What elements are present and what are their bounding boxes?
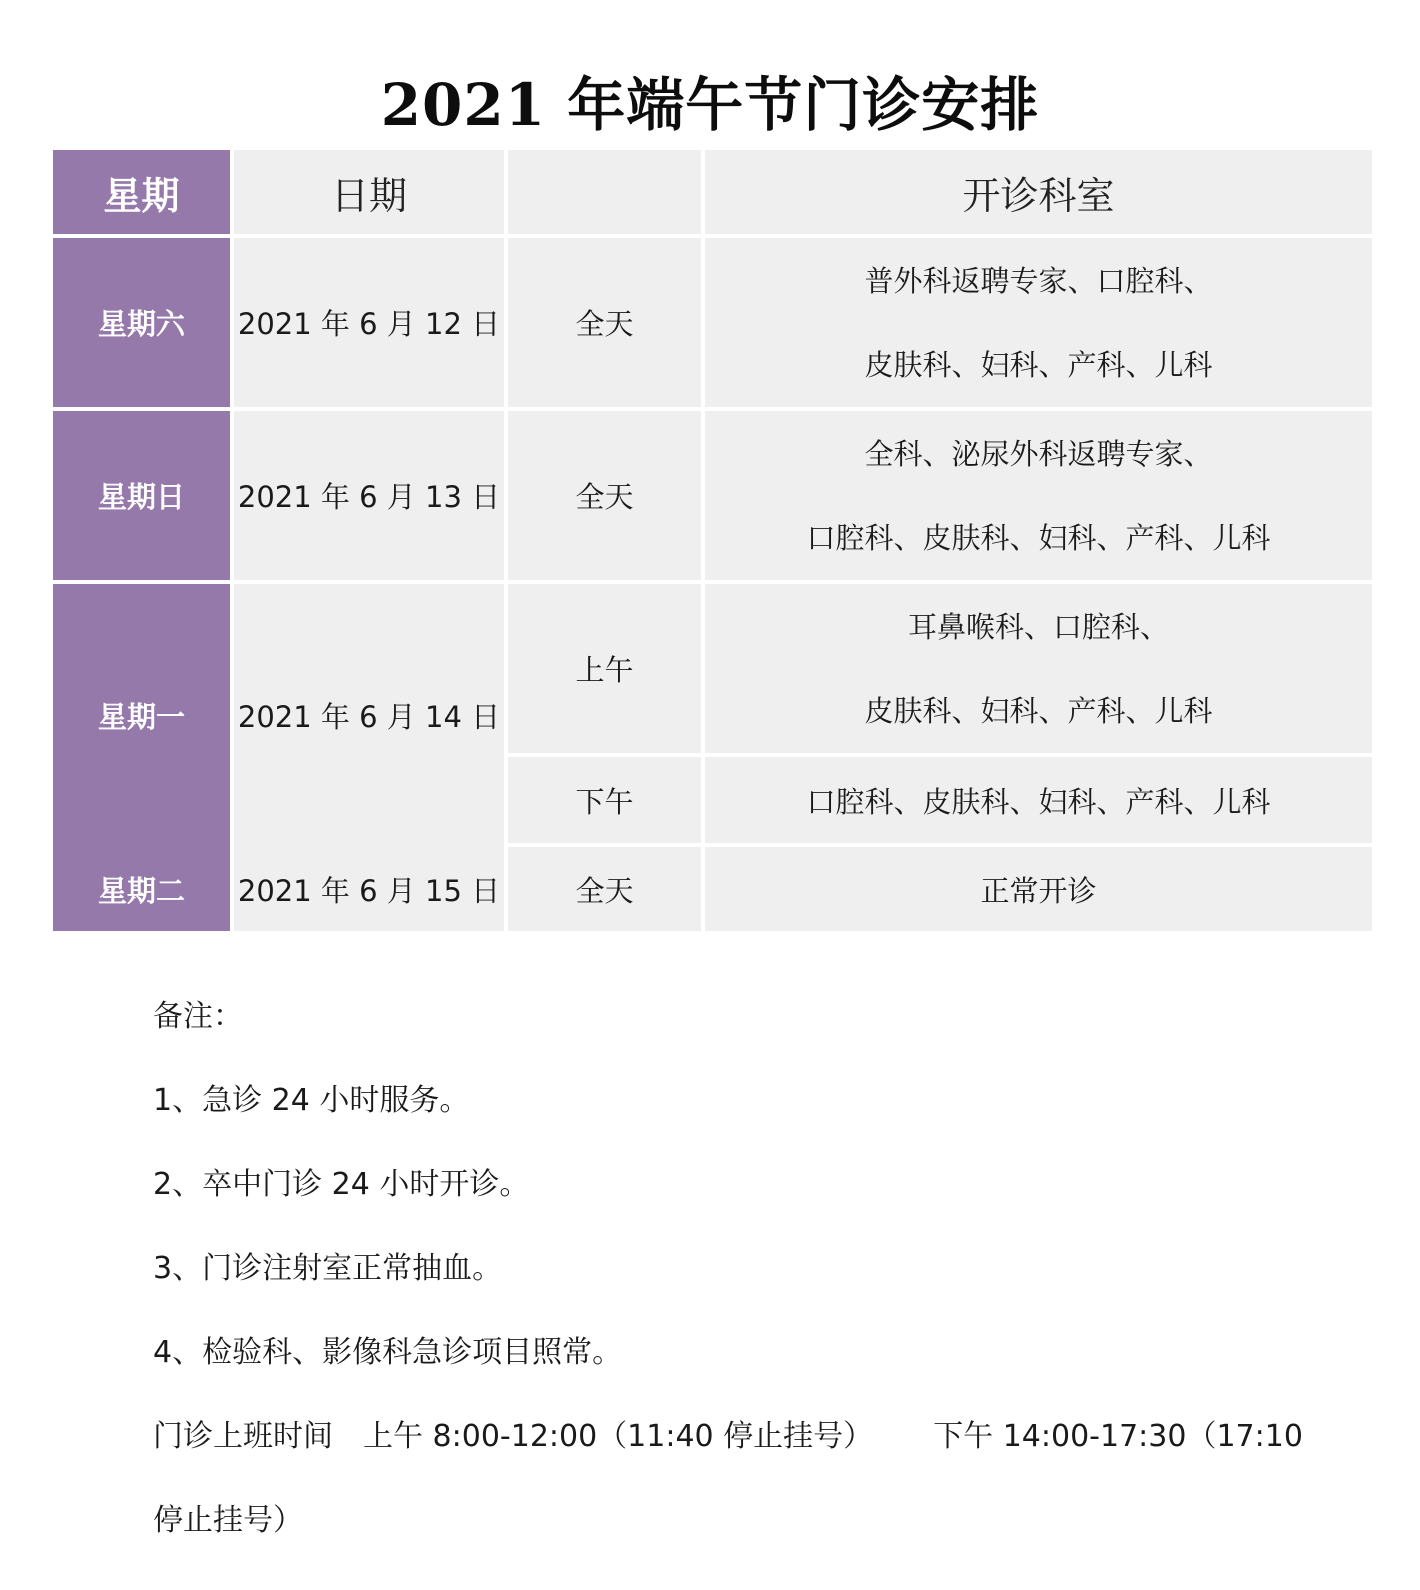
row-departments-sun (705, 411, 1372, 580)
header-date: 日期 (234, 150, 504, 234)
row-weekday-sat: 星期六 (53, 238, 230, 407)
row-period-sun: 全天 (508, 411, 701, 580)
schedule-table (53, 150, 1372, 927)
office-hours (153, 1395, 1313, 1563)
row-weekday-mon: 星期一 (97, 700, 185, 734)
hours-afternoon: 下午 14:00-17:30（17:10 停止挂号） (153, 1419, 1303, 1538)
row-departments-mon-am (705, 584, 1372, 753)
page-title: 2021 年端午节门诊安排 (380, 71, 1040, 139)
note-item: 1、急诊 24 小时服务。 (153, 1083, 470, 1118)
weekday-block-mon-tue (53, 584, 230, 931)
row-date-sat: 2021 年 6 月 12 日 (234, 238, 504, 407)
row-period-mon-am: 上午 (508, 584, 701, 753)
row-weekday-sun: 星期日 (53, 411, 230, 580)
header-weekday: 星期 (53, 150, 230, 234)
note-item: 2、卒中门诊 24 小时开诊。 (153, 1167, 530, 1202)
row-date-tue: 2021 年 6 月 15 日 (237, 873, 501, 908)
row-date-mon: 2021 年 6 月 14 日 (237, 700, 501, 734)
hours-morning: 上午 8:00-12:00（11:40 停止挂号） (363, 1419, 874, 1454)
date-block-mon-tue (234, 584, 504, 931)
departments-line: 口腔科、皮肤科、妇科、产科、儿科 (806, 520, 1271, 555)
row-departments-mon-pm: 口腔科、皮肤科、妇科、产科、儿科 (705, 757, 1372, 843)
departments-line: 全科、泌尿外科返聘专家、 (864, 436, 1213, 471)
departments-line: 普外科返聘专家、口腔科、 (864, 263, 1213, 298)
row-period-sat: 全天 (508, 238, 701, 407)
row-period-tue: 全天 (508, 847, 701, 931)
header-period (508, 150, 701, 234)
row-date-sun: 2021 年 6 月 13 日 (234, 411, 504, 580)
row-departments-tue: 正常开诊 (705, 847, 1372, 931)
departments-line: 耳鼻喉科、口腔科、 (907, 609, 1169, 644)
notes-section (153, 975, 1313, 1563)
note-item: 4、检验科、影像科急诊项目照常。 (153, 1335, 623, 1370)
note-item: 3、门诊注射室正常抽血。 (153, 1251, 503, 1286)
header-departments: 开诊科室 (705, 150, 1372, 234)
hours-label: 门诊上班时间 (153, 1419, 333, 1454)
row-weekday-tue: 星期二 (97, 873, 185, 908)
departments-line: 皮肤科、妇科、产科、儿科 (864, 347, 1213, 382)
row-departments-sat (705, 238, 1372, 407)
notes-heading: 备注： (153, 999, 243, 1034)
row-period-mon-pm: 下午 (508, 757, 701, 843)
departments-line: 皮肤科、妇科、产科、儿科 (864, 693, 1213, 728)
